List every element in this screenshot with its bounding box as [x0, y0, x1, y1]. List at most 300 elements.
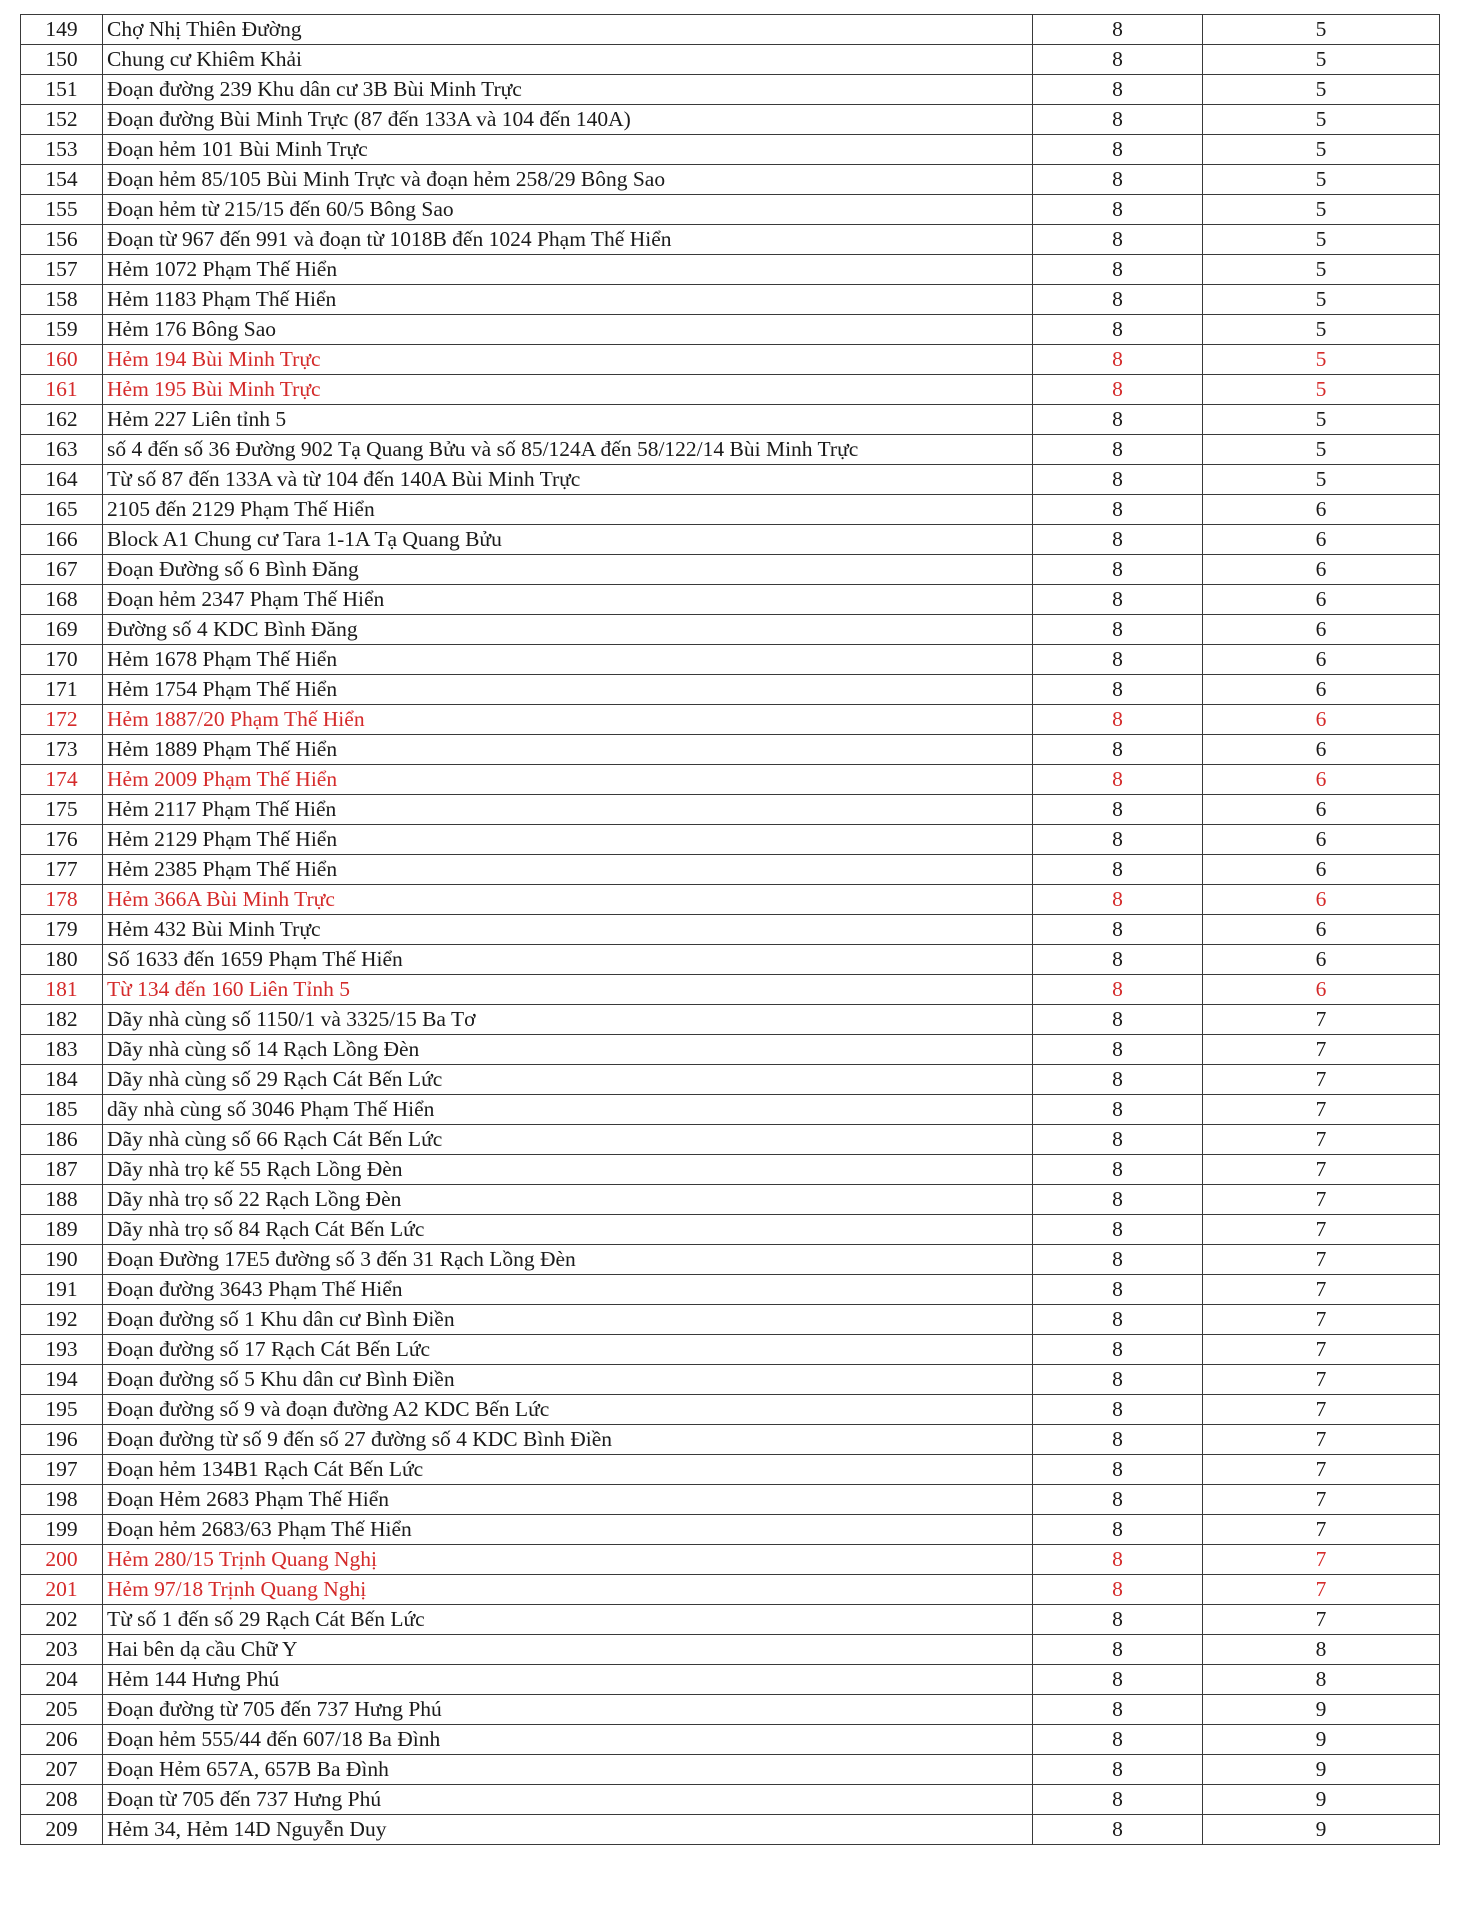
value-a-cell: 8: [1033, 555, 1203, 585]
table-row: [21, 15, 1440, 45]
row-number-cell: 209: [21, 1815, 103, 1845]
table-row: [21, 1515, 1440, 1545]
value-a-cell: 8: [1033, 465, 1203, 495]
value-b-cell: 6: [1203, 885, 1440, 915]
value-b-cell: 5: [1203, 225, 1440, 255]
row-number-cell: 191: [21, 1275, 103, 1305]
row-number-cell: 152: [21, 105, 103, 135]
value-a-cell: 8: [1033, 1635, 1203, 1665]
value-b-cell: 7: [1203, 1095, 1440, 1125]
location-name-cell: Đoạn đường số 5 Khu dân cư Bình Điền: [103, 1365, 1033, 1395]
value-a-cell: 8: [1033, 165, 1203, 195]
value-a-cell: 8: [1033, 705, 1203, 735]
value-b-cell: 7: [1203, 1005, 1440, 1035]
value-a-cell: 8: [1033, 1425, 1203, 1455]
value-a-cell: 8: [1033, 135, 1203, 165]
location-name-cell: Hẻm 195 Bùi Minh Trực: [103, 375, 1033, 405]
row-number-cell: 167: [21, 555, 103, 585]
value-a-cell: 8: [1033, 885, 1203, 915]
table-row: [21, 105, 1440, 135]
value-b-cell: 6: [1203, 975, 1440, 1005]
row-number-cell: 197: [21, 1455, 103, 1485]
table-row: [21, 525, 1440, 555]
value-a-cell: 8: [1033, 225, 1203, 255]
value-b-cell: 6: [1203, 915, 1440, 945]
table-row: [21, 1785, 1440, 1815]
value-b-cell: 5: [1203, 15, 1440, 45]
value-b-cell: 5: [1203, 105, 1440, 135]
row-number-cell: 150: [21, 45, 103, 75]
location-name-cell: Hẻm 227 Liên tỉnh 5: [103, 405, 1033, 435]
location-name-cell: Hẻm 2129 Phạm Thế Hiển: [103, 825, 1033, 855]
table-row: [21, 1665, 1440, 1695]
value-b-cell: 5: [1203, 345, 1440, 375]
table-row: [21, 555, 1440, 585]
row-number-cell: 172: [21, 705, 103, 735]
location-name-cell: Đoạn đường từ 705 đến 737 Hưng Phú: [103, 1695, 1033, 1725]
row-number-cell: 195: [21, 1395, 103, 1425]
table-row: [21, 465, 1440, 495]
row-number-cell: 187: [21, 1155, 103, 1185]
value-a-cell: 8: [1033, 645, 1203, 675]
table-row: [21, 75, 1440, 105]
value-b-cell: 7: [1203, 1485, 1440, 1515]
value-a-cell: 8: [1033, 255, 1203, 285]
value-b-cell: 7: [1203, 1575, 1440, 1605]
value-b-cell: 5: [1203, 255, 1440, 285]
row-number-cell: 177: [21, 855, 103, 885]
row-number-cell: 202: [21, 1605, 103, 1635]
table-row: [21, 285, 1440, 315]
location-name-cell: Dãy nhà cùng số 29 Rạch Cát Bến Lức: [103, 1065, 1033, 1095]
value-b-cell: 8: [1203, 1665, 1440, 1695]
row-number-cell: 196: [21, 1425, 103, 1455]
table-row: [21, 885, 1440, 915]
value-b-cell: 7: [1203, 1215, 1440, 1245]
location-name-cell: dãy nhà cùng số 3046 Phạm Thế Hiển: [103, 1095, 1033, 1125]
location-name-cell: Hẻm 144 Hưng Phú: [103, 1665, 1033, 1695]
row-number-cell: 200: [21, 1545, 103, 1575]
location-name-cell: Hẻm 1072 Phạm Thế Hiển: [103, 255, 1033, 285]
row-number-cell: 164: [21, 465, 103, 495]
table-row: [21, 1425, 1440, 1455]
value-a-cell: 8: [1033, 1035, 1203, 1065]
row-number-cell: 168: [21, 585, 103, 615]
location-name-cell: Dãy nhà cùng số 14 Rạch Lồng Đèn: [103, 1035, 1033, 1065]
row-number-cell: 162: [21, 405, 103, 435]
location-name-cell: Dãy nhà cùng số 1150/1 và 3325/15 Ba Tơ: [103, 1005, 1033, 1035]
row-number-cell: 170: [21, 645, 103, 675]
table-row: [21, 345, 1440, 375]
table-row: [21, 975, 1440, 1005]
row-number-cell: 174: [21, 765, 103, 795]
table-row: [21, 1005, 1440, 1035]
value-a-cell: 8: [1033, 945, 1203, 975]
table-row: [21, 405, 1440, 435]
value-a-cell: 8: [1033, 1755, 1203, 1785]
value-a-cell: 8: [1033, 1725, 1203, 1755]
value-a-cell: 8: [1033, 45, 1203, 75]
value-b-cell: 5: [1203, 285, 1440, 315]
table-row: [21, 495, 1440, 525]
row-number-cell: 157: [21, 255, 103, 285]
location-name-cell: Hẻm 2385 Phạm Thế Hiển: [103, 855, 1033, 885]
location-name-cell: Hẻm 2009 Phạm Thế Hiển: [103, 765, 1033, 795]
value-b-cell: 5: [1203, 315, 1440, 345]
location-name-cell: Hẻm 1889 Phạm Thế Hiển: [103, 735, 1033, 765]
value-a-cell: 8: [1033, 405, 1203, 435]
location-name-cell: Đoạn đường số 1 Khu dân cư Bình Điền: [103, 1305, 1033, 1335]
row-number-cell: 171: [21, 675, 103, 705]
location-name-cell: Đoạn đường số 17 Rạch Cát Bến Lức: [103, 1335, 1033, 1365]
row-number-cell: 204: [21, 1665, 103, 1695]
location-name-cell: Chung cư Khiêm Khải: [103, 45, 1033, 75]
location-name-cell: Hẻm 366A Bùi Minh Trực: [103, 885, 1033, 915]
location-name-cell: Hẻm 176 Bông Sao: [103, 315, 1033, 345]
location-name-cell: Hẻm 194 Bùi Minh Trực: [103, 345, 1033, 375]
row-number-cell: 180: [21, 945, 103, 975]
row-number-cell: 153: [21, 135, 103, 165]
table-row: [21, 1395, 1440, 1425]
row-number-cell: 169: [21, 615, 103, 645]
row-number-cell: 176: [21, 825, 103, 855]
location-name-cell: Hẻm 1678 Phạm Thế Hiển: [103, 645, 1033, 675]
value-b-cell: 7: [1203, 1305, 1440, 1335]
value-b-cell: 6: [1203, 615, 1440, 645]
table-row: [21, 735, 1440, 765]
value-a-cell: 8: [1033, 1665, 1203, 1695]
value-b-cell: 7: [1203, 1455, 1440, 1485]
table-row: [21, 825, 1440, 855]
row-number-cell: 161: [21, 375, 103, 405]
location-name-cell: Hẻm 432 Bùi Minh Trực: [103, 915, 1033, 945]
location-name-cell: Dãy nhà trọ số 22 Rạch Lồng Đèn: [103, 1185, 1033, 1215]
table-row: [21, 1035, 1440, 1065]
value-b-cell: 7: [1203, 1065, 1440, 1095]
table-row: [21, 1125, 1440, 1155]
value-a-cell: 8: [1033, 1215, 1203, 1245]
value-b-cell: 7: [1203, 1545, 1440, 1575]
location-name-cell: Hẻm 1887/20 Phạm Thế Hiển: [103, 705, 1033, 735]
row-number-cell: 184: [21, 1065, 103, 1095]
row-number-cell: 192: [21, 1305, 103, 1335]
table-row: [21, 1455, 1440, 1485]
table-row: [21, 1215, 1440, 1245]
location-name-cell: Đoạn hẻm 101 Bùi Minh Trực: [103, 135, 1033, 165]
table-row: [21, 645, 1440, 675]
value-b-cell: 7: [1203, 1365, 1440, 1395]
row-number-cell: 156: [21, 225, 103, 255]
location-name-cell: Đoạn từ 967 đến 991 và đoạn từ 1018B đến 1024 Phạm Thế Hiển: [103, 225, 1033, 255]
value-a-cell: 8: [1033, 1785, 1203, 1815]
location-name-cell: Số 1633 đến 1659 Phạm Thế Hiển: [103, 945, 1033, 975]
table-row: [21, 1155, 1440, 1185]
table-row: [21, 1695, 1440, 1725]
location-name-cell: Đoạn hẻm 134B1 Rạch Cát Bến Lức: [103, 1455, 1033, 1485]
value-b-cell: 7: [1203, 1515, 1440, 1545]
location-name-cell: Đoạn Hẻm 657A, 657B Ba Đình: [103, 1755, 1033, 1785]
row-number-cell: 205: [21, 1695, 103, 1725]
value-b-cell: 6: [1203, 795, 1440, 825]
value-a-cell: 8: [1033, 1605, 1203, 1635]
value-a-cell: 8: [1033, 1365, 1203, 1395]
value-b-cell: 6: [1203, 585, 1440, 615]
table-row: [21, 1575, 1440, 1605]
row-number-cell: 159: [21, 315, 103, 345]
location-name-cell: Đường số 4 KDC Bình Đăng: [103, 615, 1033, 645]
value-b-cell: 6: [1203, 555, 1440, 585]
location-name-cell: Đoạn hẻm 2347 Phạm Thế Hiển: [103, 585, 1033, 615]
table-row: [21, 615, 1440, 645]
value-a-cell: 8: [1033, 1155, 1203, 1185]
value-b-cell: 7: [1203, 1185, 1440, 1215]
value-a-cell: 8: [1033, 315, 1203, 345]
location-name-cell: Đoạn đường Bùi Minh Trực (87 đến 133A và 104 đến 140A): [103, 105, 1033, 135]
table-row: [21, 1725, 1440, 1755]
table-row: [21, 315, 1440, 345]
location-name-cell: Đoạn đường từ số 9 đến số 27 đường số 4 KDC Bình Điền: [103, 1425, 1033, 1455]
row-number-cell: 181: [21, 975, 103, 1005]
value-b-cell: 5: [1203, 375, 1440, 405]
value-b-cell: 7: [1203, 1125, 1440, 1155]
value-a-cell: 8: [1033, 345, 1203, 375]
value-a-cell: 8: [1033, 1485, 1203, 1515]
value-b-cell: 5: [1203, 75, 1440, 105]
table-row: [21, 435, 1440, 465]
row-number-cell: 183: [21, 1035, 103, 1065]
table-row: [21, 795, 1440, 825]
location-name-cell: Đoạn Đường 17E5 đường số 3 đến 31 Rạch Lồng Đèn: [103, 1245, 1033, 1275]
value-a-cell: 8: [1033, 1065, 1203, 1095]
table-row: [21, 1485, 1440, 1515]
value-a-cell: 8: [1033, 1455, 1203, 1485]
row-number-cell: 165: [21, 495, 103, 525]
value-b-cell: 6: [1203, 675, 1440, 705]
row-number-cell: 199: [21, 1515, 103, 1545]
value-b-cell: 6: [1203, 825, 1440, 855]
location-name-cell: Từ số 1 đến số 29 Rạch Cát Bến Lức: [103, 1605, 1033, 1635]
row-number-cell: 198: [21, 1485, 103, 1515]
row-number-cell: 154: [21, 165, 103, 195]
location-name-cell: Đoạn hẻm 2683/63 Phạm Thế Hiển: [103, 1515, 1033, 1545]
value-b-cell: 6: [1203, 525, 1440, 555]
table-row: [21, 1365, 1440, 1395]
location-name-cell: Đoạn đường 239 Khu dân cư 3B Bùi Minh Trực: [103, 75, 1033, 105]
row-number-cell: 193: [21, 1335, 103, 1365]
value-a-cell: 8: [1033, 105, 1203, 135]
location-name-cell: Hẻm 2117 Phạm Thế Hiển: [103, 795, 1033, 825]
value-a-cell: 8: [1033, 525, 1203, 555]
location-name-cell: Hẻm 280/15 Trịnh Quang Nghị: [103, 1545, 1033, 1575]
value-b-cell: 5: [1203, 135, 1440, 165]
row-number-cell: 208: [21, 1785, 103, 1815]
location-name-cell: Block A1 Chung cư Tara 1-1A Tạ Quang Bửu: [103, 525, 1033, 555]
row-number-cell: 179: [21, 915, 103, 945]
table-row: [21, 1755, 1440, 1785]
table-row: [21, 1275, 1440, 1305]
table-row: [21, 255, 1440, 285]
value-a-cell: 8: [1033, 1695, 1203, 1725]
location-name-cell: Đoạn hẻm từ 215/15 đến 60/5 Bông Sao: [103, 195, 1033, 225]
value-b-cell: 9: [1203, 1695, 1440, 1725]
value-a-cell: 8: [1033, 1335, 1203, 1365]
row-number-cell: 166: [21, 525, 103, 555]
value-a-cell: 8: [1033, 15, 1203, 45]
row-number-cell: 190: [21, 1245, 103, 1275]
location-name-cell: Đoạn hẻm 555/44 đến 607/18 Ba Đình: [103, 1725, 1033, 1755]
value-a-cell: 8: [1033, 585, 1203, 615]
location-name-cell: Đoạn đường số 9 và đoạn đường A2 KDC Bến Lức: [103, 1395, 1033, 1425]
location-name-cell: Đoạn Hẻm 2683 Phạm Thế Hiển: [103, 1485, 1033, 1515]
row-number-cell: 160: [21, 345, 103, 375]
location-name-cell: Từ 134 đến 160 Liên Tỉnh 5: [103, 975, 1033, 1005]
value-b-cell: 5: [1203, 465, 1440, 495]
value-b-cell: 7: [1203, 1245, 1440, 1275]
value-a-cell: 8: [1033, 855, 1203, 885]
location-name-cell: Hẻm 1754 Phạm Thế Hiển: [103, 675, 1033, 705]
row-number-cell: 185: [21, 1095, 103, 1125]
value-a-cell: 8: [1033, 915, 1203, 945]
table-row: [21, 1095, 1440, 1125]
location-name-cell: Hẻm 34, Hẻm 14D Nguyễn Duy: [103, 1815, 1033, 1845]
value-a-cell: 8: [1033, 1245, 1203, 1275]
table-row: [21, 915, 1440, 945]
row-number-cell: 163: [21, 435, 103, 465]
value-b-cell: 9: [1203, 1815, 1440, 1845]
row-number-cell: 186: [21, 1125, 103, 1155]
table-row: [21, 375, 1440, 405]
table-row: [21, 1185, 1440, 1215]
value-b-cell: 5: [1203, 195, 1440, 225]
value-b-cell: 7: [1203, 1035, 1440, 1065]
location-name-cell: Dãy nhà cùng số 66 Rạch Cát Bến Lức: [103, 1125, 1033, 1155]
location-name-cell: Đoạn từ 705 đến 737 Hưng Phú: [103, 1785, 1033, 1815]
value-b-cell: 7: [1203, 1605, 1440, 1635]
row-number-cell: 155: [21, 195, 103, 225]
value-b-cell: 8: [1203, 1635, 1440, 1665]
location-table: [20, 14, 1440, 1845]
value-b-cell: 6: [1203, 765, 1440, 795]
value-b-cell: 7: [1203, 1335, 1440, 1365]
row-number-cell: 158: [21, 285, 103, 315]
row-number-cell: 203: [21, 1635, 103, 1665]
location-table-body: [21, 15, 1440, 1845]
value-b-cell: 6: [1203, 735, 1440, 765]
table-row: [21, 225, 1440, 255]
value-b-cell: 6: [1203, 645, 1440, 675]
value-a-cell: 8: [1033, 795, 1203, 825]
value-b-cell: 9: [1203, 1785, 1440, 1815]
value-a-cell: 8: [1033, 1125, 1203, 1155]
table-row: [21, 1815, 1440, 1845]
value-b-cell: 9: [1203, 1755, 1440, 1785]
table-row: [21, 1545, 1440, 1575]
value-a-cell: 8: [1033, 1095, 1203, 1125]
location-name-cell: Từ số 87 đến 133A và từ 104 đến 140A Bùi Minh Trực: [103, 465, 1033, 495]
value-a-cell: 8: [1033, 285, 1203, 315]
location-name-cell: Hẻm 97/18 Trịnh Quang Nghị: [103, 1575, 1033, 1605]
value-a-cell: 8: [1033, 75, 1203, 105]
value-b-cell: 7: [1203, 1275, 1440, 1305]
value-a-cell: 8: [1033, 435, 1203, 465]
table-row: [21, 135, 1440, 165]
table-row: [21, 1335, 1440, 1365]
row-number-cell: 201: [21, 1575, 103, 1605]
row-number-cell: 175: [21, 795, 103, 825]
location-name-cell: Đoạn hẻm 85/105 Bùi Minh Trực và đoạn hẻm 258/29 Bông Sao: [103, 165, 1033, 195]
table-row: [21, 945, 1440, 975]
table-row: [21, 765, 1440, 795]
location-name-cell: Dãy nhà trọ số 84 Rạch Cát Bến Lức: [103, 1215, 1033, 1245]
value-b-cell: 5: [1203, 165, 1440, 195]
row-number-cell: 207: [21, 1755, 103, 1785]
value-b-cell: 5: [1203, 45, 1440, 75]
value-a-cell: 8: [1033, 1815, 1203, 1845]
location-name-cell: Hai bên dạ cầu Chữ Y: [103, 1635, 1033, 1665]
value-a-cell: 8: [1033, 495, 1203, 525]
table-row: [21, 195, 1440, 225]
location-name-cell: 2105 đến 2129 Phạm Thế Hiển: [103, 495, 1033, 525]
value-a-cell: 8: [1033, 825, 1203, 855]
location-name-cell: Chợ Nhị Thiên Đường: [103, 15, 1033, 45]
value-a-cell: 8: [1033, 1305, 1203, 1335]
value-a-cell: 8: [1033, 765, 1203, 795]
value-b-cell: 6: [1203, 945, 1440, 975]
table-row: [21, 675, 1440, 705]
row-number-cell: 149: [21, 15, 103, 45]
value-b-cell: 7: [1203, 1425, 1440, 1455]
value-a-cell: 8: [1033, 375, 1203, 405]
table-row: [21, 1635, 1440, 1665]
row-number-cell: 206: [21, 1725, 103, 1755]
row-number-cell: 182: [21, 1005, 103, 1035]
table-row: [21, 705, 1440, 735]
row-number-cell: 173: [21, 735, 103, 765]
row-number-cell: 194: [21, 1365, 103, 1395]
value-a-cell: 8: [1033, 1185, 1203, 1215]
value-a-cell: 8: [1033, 1545, 1203, 1575]
table-row: [21, 855, 1440, 885]
value-a-cell: 8: [1033, 1395, 1203, 1425]
value-a-cell: 8: [1033, 615, 1203, 645]
table-row: [21, 585, 1440, 615]
value-b-cell: 5: [1203, 405, 1440, 435]
value-a-cell: 8: [1033, 1005, 1203, 1035]
value-a-cell: 8: [1033, 1275, 1203, 1305]
value-b-cell: 9: [1203, 1725, 1440, 1755]
location-name-cell: Dãy nhà trọ kế 55 Rạch Lồng Đèn: [103, 1155, 1033, 1185]
value-b-cell: 7: [1203, 1155, 1440, 1185]
value-a-cell: 8: [1033, 1515, 1203, 1545]
row-number-cell: 178: [21, 885, 103, 915]
value-b-cell: 6: [1203, 705, 1440, 735]
row-number-cell: 188: [21, 1185, 103, 1215]
table-row: [21, 1305, 1440, 1335]
value-a-cell: 8: [1033, 735, 1203, 765]
table-row: [21, 45, 1440, 75]
location-name-cell: Đoạn đường 3643 Phạm Thế Hiển: [103, 1275, 1033, 1305]
value-a-cell: 8: [1033, 675, 1203, 705]
location-name-cell: số 4 đến số 36 Đường 902 Tạ Quang Bửu và số 85/124A đến 58/122/14 Bùi Minh Trực: [103, 435, 1033, 465]
value-b-cell: 6: [1203, 855, 1440, 885]
value-a-cell: 8: [1033, 975, 1203, 1005]
row-number-cell: 189: [21, 1215, 103, 1245]
location-name-cell: Đoạn Đường số 6 Bình Đăng: [103, 555, 1033, 585]
table-row: [21, 1605, 1440, 1635]
row-number-cell: 151: [21, 75, 103, 105]
value-b-cell: 6: [1203, 495, 1440, 525]
location-name-cell: Hẻm 1183 Phạm Thế Hiển: [103, 285, 1033, 315]
